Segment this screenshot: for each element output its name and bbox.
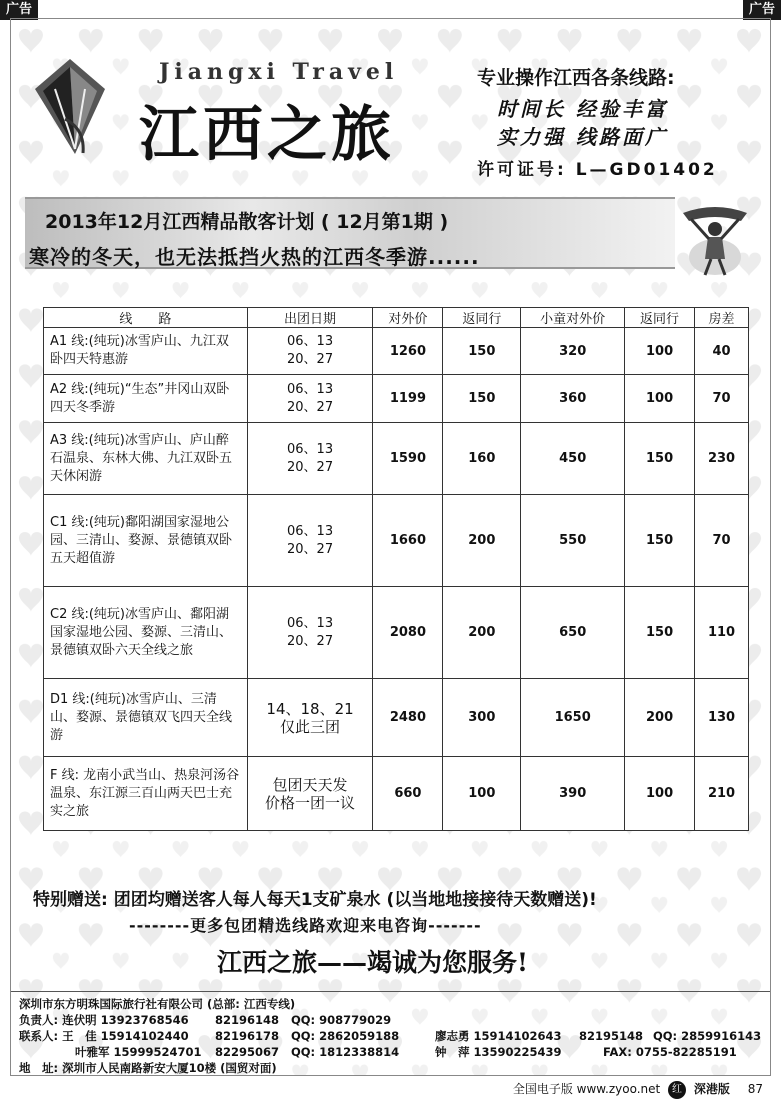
room-diff-cell: 230 [695, 423, 749, 495]
header-child-rebate: 返同行 [625, 308, 695, 328]
contact-person: 叶雅军 15999524701 [75, 1045, 202, 1059]
header-room-diff: 房差 [695, 308, 749, 328]
child-price-cell: 650 [521, 587, 625, 679]
rebate-cell: 150 [443, 375, 521, 423]
child-rebate-cell: 100 [625, 757, 695, 831]
price-cell: 1590 [373, 423, 443, 495]
rebate-cell: 160 [443, 423, 521, 495]
child-rebate-cell: 150 [625, 587, 695, 679]
contact-fax: FAX: 0755-82285191 [603, 1045, 737, 1059]
rebate-cell: 100 [443, 757, 521, 831]
header-route: 线 路 [44, 308, 248, 328]
child-price-cell: 360 [521, 375, 625, 423]
room-diff-cell: 110 [695, 587, 749, 679]
table-row [44, 423, 749, 495]
contact-person: 联系人: 王 佳 15914102440 [19, 1029, 189, 1043]
contact-row [19, 1012, 762, 1028]
tagline-experience: 时间长 经验丰富 [497, 97, 668, 121]
table-row [44, 587, 749, 679]
page-footer [513, 1080, 763, 1099]
header-rebate: 返同行 [443, 308, 521, 328]
brand-english-name: Jiangxi Travel [159, 59, 399, 85]
page-number: 87 [747, 1082, 763, 1096]
red-badge-icon: 红 [668, 1081, 686, 1099]
rebate-cell: 150 [443, 328, 521, 375]
address-row [19, 1060, 762, 1076]
child-rebate-cell: 150 [625, 495, 695, 587]
child-rebate-cell: 150 [625, 423, 695, 495]
banner-subtitle: 寒冷的冬天，也无法抵挡火热的江西冬季游...... [29, 245, 480, 269]
contact-tel: 82196178 [215, 1029, 280, 1043]
contact-company-row [19, 996, 762, 1012]
room-diff-cell: 70 [695, 375, 749, 423]
tourist-mascot-icon [675, 199, 755, 279]
dates-cell: 06、13 20、27 [247, 375, 373, 423]
child-rebate-cell: 100 [625, 375, 695, 423]
company-name: 深圳市东方明珠国际旅行社有限公司 (总部: 江西专线) [19, 997, 296, 1011]
contact-block [11, 991, 770, 1076]
tagline-professional: 专业操作江西各条线路: [477, 67, 675, 89]
child-price-cell: 550 [521, 495, 625, 587]
contact-row [19, 1044, 762, 1060]
route-cell: C2 线:(纯玩)冰雪庐山、鄱阳湖国家湿地公园、婺源、三清山、景德镇双卧六天全线之旅 [44, 587, 248, 679]
brand-chinese-name: 江西之旅 [139, 100, 395, 170]
dates-cell: 14、18、21 仅此三团 [247, 679, 373, 757]
table-header-row [44, 308, 749, 328]
route-price-table [43, 307, 749, 831]
room-diff-cell: 40 [695, 328, 749, 375]
price-cell: 1660 [373, 495, 443, 587]
ad-tag-left: 广告 [0, 0, 38, 20]
table-row [44, 757, 749, 831]
tagline-strength: 实力强 线路面广 [497, 125, 668, 149]
dates-cell: 06、13 20、27 [247, 328, 373, 375]
contact-row [19, 1028, 762, 1044]
route-cell: D1 线:(纯玩)冰雪庐山、三清山、婺源、景德镇双飞四天全线游 [44, 679, 248, 757]
license-number: 许可证号: L—GD01402 [477, 160, 718, 180]
table-row [44, 679, 749, 757]
dates-cell: 06、13 20、27 [247, 495, 373, 587]
child-price-cell: 390 [521, 757, 625, 831]
route-cell: C1 线:(纯玩)鄱阳湖国家湿地公园、三清山、婺源、景德镇双卧五天超值游 [44, 495, 248, 587]
contact-qq: QQ: 1812338814 [291, 1045, 400, 1059]
edition-region: 深港版 [693, 1082, 730, 1096]
table-row [44, 328, 749, 375]
contact-person: 钟 萍 13590225439 [435, 1045, 562, 1059]
route-cell: A3 线:(纯玩)冰雪庐山、庐山醉石温泉、东林大佛、九江双卧五天休闲游 [44, 423, 248, 495]
banner-title: 2013年12月江西精品散客计划 ( 12月第1期 ) [45, 211, 449, 233]
room-diff-cell: 70 [695, 495, 749, 587]
table-row [44, 375, 749, 423]
contact-tel: 82195148 [579, 1029, 644, 1043]
table-row [44, 495, 749, 587]
route-cell: A1 线:(纯玩)冰雪庐山、九江双卧四天特惠游 [44, 328, 248, 375]
contact-person: 廖志勇 15914102643 [435, 1029, 562, 1043]
contact-qq: QQ: 2859916143 [653, 1029, 762, 1043]
price-cell: 1199 [373, 375, 443, 423]
child-rebate-cell: 200 [625, 679, 695, 757]
company-address: 地 址: 深圳市人民南路新安大厦10楼 (国贸对面) [19, 1061, 277, 1075]
rebate-cell: 200 [443, 587, 521, 679]
dates-cell: 06、13 20、27 [247, 587, 373, 679]
price-cell: 2480 [373, 679, 443, 757]
edition-url: 全国电子版 www.zyoo.net [512, 1082, 661, 1096]
child-price-cell: 450 [521, 423, 625, 495]
header-child-price: 小童对外价 [521, 308, 625, 328]
ad-tag-right: 广告 [743, 0, 781, 20]
room-diff-cell: 130 [695, 679, 749, 757]
contact-tel: 82196148 [215, 1013, 280, 1027]
price-cell: 2080 [373, 587, 443, 679]
dates-cell: 06、13 20、27 [247, 423, 373, 495]
service-slogan: 江西之旅——竭诚为您服务! [217, 948, 528, 977]
child-price-cell: 1650 [521, 679, 625, 757]
logo-icon [25, 49, 115, 159]
room-diff-cell: 210 [695, 757, 749, 831]
contact-person: 负责人: 连伏明 13923768546 [19, 1013, 189, 1027]
child-price-cell: 320 [521, 328, 625, 375]
price-cell: 1260 [373, 328, 443, 375]
contact-qq: QQ: 2862059188 [291, 1029, 400, 1043]
header-price: 对外价 [373, 308, 443, 328]
dates-cell: 包团天天发 价格一团一议 [247, 757, 373, 831]
route-cell: A2 线:(纯玩)“生态”井冈山双卧四天冬季游 [44, 375, 248, 423]
header-dates: 出团日期 [247, 308, 373, 328]
ad-frame [10, 18, 771, 1076]
price-cell: 660 [373, 757, 443, 831]
more-routes-note: --------更多包团精选线路欢迎来电咨询------- [129, 916, 482, 935]
special-gift-note: 特别赠送: 团团均赠送客人每人每天1支矿泉水 (以当地地接接待天数赠送)! [33, 890, 597, 910]
rebate-cell: 300 [443, 679, 521, 757]
child-rebate-cell: 100 [625, 328, 695, 375]
route-cell: F 线: 龙南小武当山、热泉河汤谷温泉、东江源三百山两天巴士充实之旅 [44, 757, 248, 831]
rebate-cell: 200 [443, 495, 521, 587]
contact-tel: 82295067 [215, 1045, 280, 1059]
contact-qq: QQ: 908779029 [291, 1013, 392, 1027]
